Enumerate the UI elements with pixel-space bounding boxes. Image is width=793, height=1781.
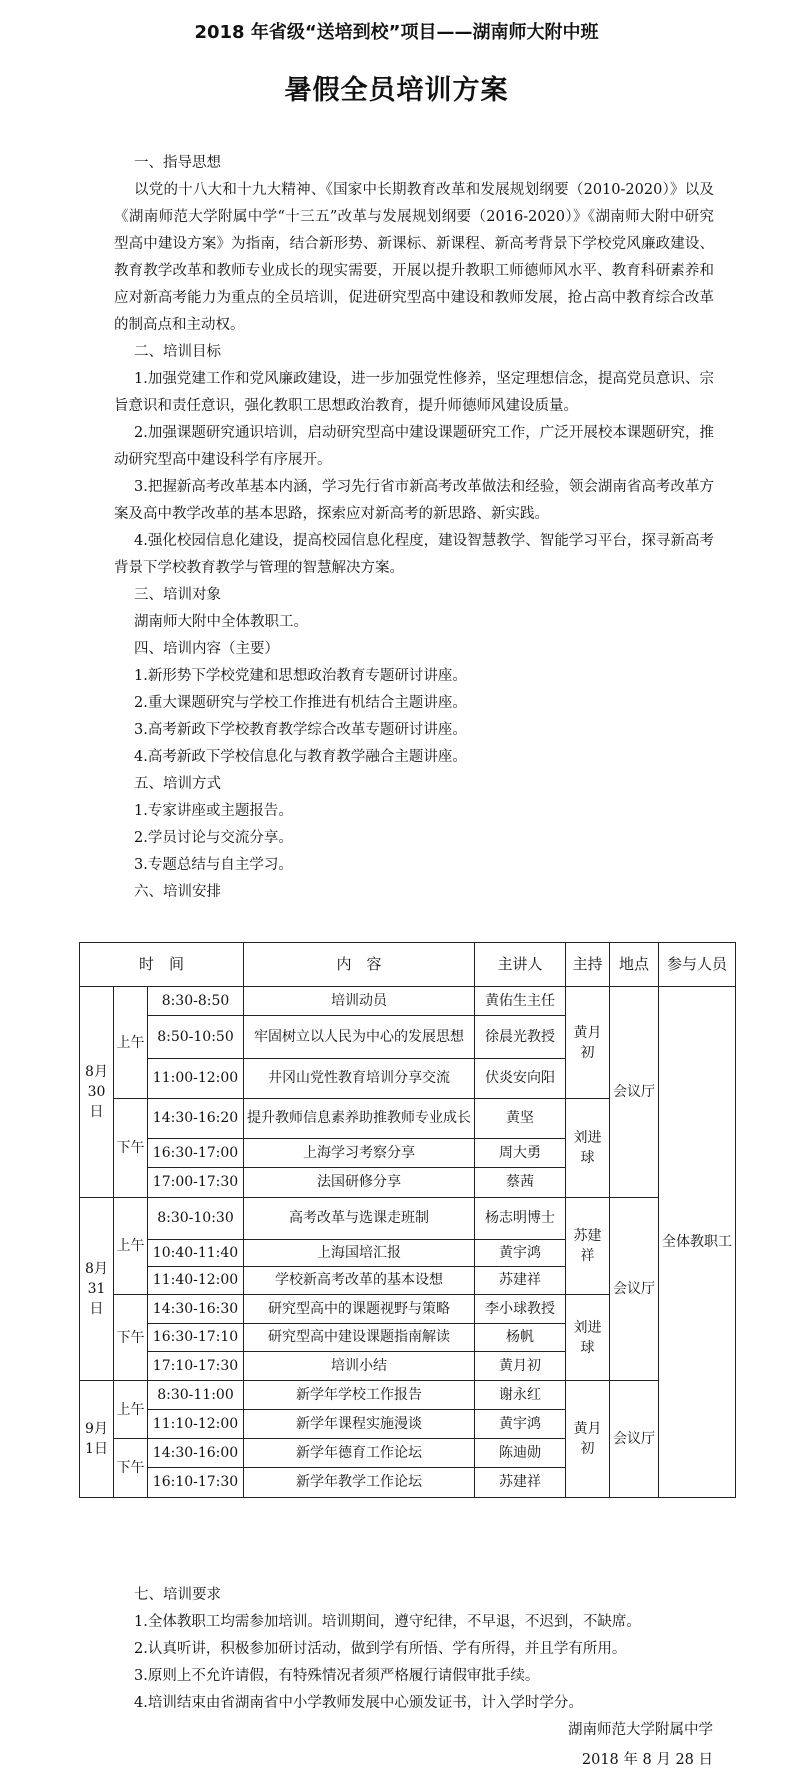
requirement-item: 2.认真听讲，积极参加研讨活动，做到学有所悟、学有所得，并且学有所用。	[134, 1641, 627, 1657]
speaker-cell: 黄佑生主任	[475, 987, 566, 1016]
requirement-item: 1.全体教职工均需参加培训。培训期间，遵守纪律，不早退，不迟到，不缺席。	[134, 1614, 641, 1630]
requirement-item: 4.培训结束由省湖南省中小学教师发展中心颁发证书，计入学时学分。	[134, 1695, 583, 1711]
signature-date: 2018 年 8 月 28 日	[581, 1752, 713, 1768]
header-host: 主持	[566, 943, 610, 987]
speaker-cell: 徐晨光教授	[475, 1016, 566, 1059]
speaker-cell: 黄宇鸿	[475, 1240, 566, 1267]
method-item: 2.学员讨论与交流分享。	[134, 830, 293, 846]
place-cell: 会议厅	[610, 1198, 659, 1381]
table-row	[80, 1381, 736, 1410]
document-title: 2018 年省级“送培到校”项目——湖南师大附中班	[194, 22, 599, 43]
host-cell: 黄月初	[566, 1381, 610, 1498]
content-item: 1.新形势下学校党建和思想政治教育专题研讨讲座。	[134, 668, 467, 684]
speaker-cell: 伏炎安向阳	[475, 1059, 566, 1099]
time-cell: 17:10-17:30	[148, 1352, 244, 1381]
time-cell: 16:30-17:00	[148, 1139, 244, 1168]
content-cell: 上海学习考察分享	[244, 1139, 475, 1168]
content-cell: 上海国培汇报	[244, 1240, 475, 1267]
content-item: 3.高考新政下学校教育教学综合改革专题研讨讲座。	[134, 722, 467, 738]
content-item: 2.重大课题研究与学校工作推进有机结合主题讲座。	[134, 695, 467, 711]
section-heading-requirements: 七、培训要求	[134, 1587, 221, 1603]
table-row	[80, 1198, 736, 1240]
pm-cell: 下午	[114, 1099, 148, 1198]
section-heading-guidance: 一、指导思想	[134, 155, 221, 171]
time-cell: 8:30-8:50	[148, 987, 244, 1016]
pm-cell: 下午	[114, 1439, 148, 1498]
day-cell: 8月31日	[80, 1198, 114, 1381]
am-cell: 上午	[114, 987, 148, 1099]
header-time: 时 间	[80, 943, 244, 987]
speaker-cell: 黄宇鸿	[475, 1410, 566, 1439]
content-cell: 新学年教学工作论坛	[244, 1468, 475, 1498]
content-cell: 新学年学校工作报告	[244, 1381, 475, 1410]
content-cell: 法国研修分享	[244, 1168, 475, 1198]
day-cell: 9月1日	[80, 1381, 114, 1498]
section-heading-schedule: 六、培训安排	[134, 884, 221, 900]
content-cell: 新学年课程实施漫谈	[244, 1410, 475, 1439]
host-cell: 苏建祥	[566, 1198, 610, 1295]
speaker-cell: 黄月初	[475, 1352, 566, 1381]
method-item: 1.专家讲座或主题报告。	[134, 803, 293, 819]
time-cell: 17:00-17:30	[148, 1168, 244, 1198]
content-cell: 培训小结	[244, 1352, 475, 1381]
host-cell: 刘进球	[566, 1099, 610, 1198]
requirements-section	[114, 1582, 714, 1717]
content-cell: 提升教师信息素养助推教师专业成长	[244, 1099, 475, 1139]
content-cell: 新学年德育工作论坛	[244, 1439, 475, 1468]
goal-item: 2.加强课题研究通识培训，启动研究型高中建设课题研究工作，广泛开展校本课题研究，推动研究型高中建设科学有序展开。	[114, 425, 714, 468]
section-heading-content: 四、培训内容（主要）	[134, 641, 279, 657]
speaker-cell: 杨志明博士	[475, 1198, 566, 1240]
speaker-cell: 蔡茜	[475, 1168, 566, 1198]
am-cell: 上午	[114, 1381, 148, 1439]
document-subtitle: 暑假全员培训方案	[284, 75, 509, 106]
pm-cell: 下午	[114, 1295, 148, 1381]
time-cell: 8:30-11:00	[148, 1381, 244, 1410]
time-cell: 16:10-17:30	[148, 1468, 244, 1498]
goal-item: 4.强化校园信息化建设，提高校园信息化程度，建设智慧教学、智能学习平台，探寻新高考背景下学校教育教学与管理的智慧解决方案。	[114, 533, 714, 576]
speaker-cell: 黄坚	[475, 1099, 566, 1139]
speaker-cell: 周大勇	[475, 1139, 566, 1168]
content-item: 4.高考新政下学校信息化与教育教学融合主题讲座。	[134, 749, 467, 765]
audience-text: 湖南师大附中全体教职工。	[134, 614, 308, 630]
host-cell: 刘进球	[566, 1295, 610, 1381]
goal-item: 3.把握新高考改革基本内涵，学习先行省市新高考改革做法和经验，领会湖南省高考改革方案及高中教学改革的基本思路，探索应对新高考的新思路、新实践。	[114, 479, 714, 522]
section-heading-goals: 二、培训目标	[134, 344, 221, 360]
content-cell: 学校新高考改革的基本设想	[244, 1267, 475, 1295]
goal-item: 1.加强党建工作和党风廉政建设，进一步加强党性修养，坚定理想信念，提高党员意识、宗旨意识和责任意识，强化教职工思想政治教育，提升师德师风建设质量。	[114, 371, 714, 414]
speaker-cell: 杨帆	[475, 1324, 566, 1352]
header-participants: 参与人员	[659, 943, 736, 987]
speaker-cell: 苏建祥	[475, 1267, 566, 1295]
speaker-cell: 谢永红	[475, 1381, 566, 1410]
section-heading-methods: 五、培训方式	[134, 776, 221, 792]
day-cell: 8月30日	[80, 987, 114, 1198]
header-speaker: 主讲人	[475, 943, 566, 987]
speaker-cell: 李小球教授	[475, 1295, 566, 1324]
time-cell: 11:00-12:00	[148, 1059, 244, 1099]
table-row	[80, 987, 736, 1016]
host-cell: 黄月初	[566, 987, 610, 1099]
time-cell: 14:30-16:30	[148, 1295, 244, 1324]
place-cell: 会议厅	[610, 987, 659, 1198]
content-cell: 研究型高中建设课题指南解读	[244, 1324, 475, 1352]
content-cell: 井冈山党性教育培训分享交流	[244, 1059, 475, 1099]
method-item: 3.专题总结与自主学习。	[134, 857, 293, 873]
time-cell: 16:30-17:10	[148, 1324, 244, 1352]
schedule-table-wrapper	[79, 942, 735, 1498]
time-cell: 8:30-10:30	[148, 1198, 244, 1240]
section-heading-audience: 三、培训对象	[134, 587, 221, 603]
content-cell: 高考改革与选课走班制	[244, 1198, 475, 1240]
time-cell: 11:40-12:00	[148, 1267, 244, 1295]
time-cell: 11:10-12:00	[148, 1410, 244, 1439]
content-cell: 牢固树立以人民为中心的发展思想	[244, 1016, 475, 1059]
header-place: 地点	[610, 943, 659, 987]
schedule-table	[79, 942, 736, 1498]
content-cell: 研究型高中的课题视野与策略	[244, 1295, 475, 1324]
header-content: 内 容	[244, 943, 475, 987]
time-cell: 10:40-11:40	[148, 1240, 244, 1267]
time-cell: 14:30-16:20	[148, 1099, 244, 1139]
content-cell: 培训动员	[244, 987, 475, 1016]
place-cell: 会议厅	[610, 1381, 659, 1498]
speaker-cell: 苏建祥	[475, 1468, 566, 1498]
speaker-cell: 陈迪勋	[475, 1439, 566, 1468]
participants-cell: 全体教职工	[659, 987, 736, 1498]
table-header-row	[80, 943, 736, 987]
guidance-paragraph: 以党的十八大和十九大精神、《国家中长期教育改革和发展规划纲要（2010-2020）》以及《湖南师范大学附属中学“十三五”改革与发展规划纲要（2016-2020）》《湖南师大附中研究型高中建设方案》为指南，结合新形势、新课标、新课程、新高考背景下学校党风廉政建设、教育教学改革和教师专业成长的现实需要，开展以提升教职工师德师风水平、教育科研素养和应对新高考能力为重点的全员培训，促进研究型高中建设和教师发展，抢占高中教育综合改革的制高点和主动权。	[114, 182, 714, 333]
time-cell: 14:30-16:00	[148, 1439, 244, 1468]
signature-org: 湖南师范大学附属中学	[568, 1722, 713, 1738]
requirement-item: 3.原则上不允许请假，有特殊情况者须严格履行请假审批手续。	[134, 1668, 540, 1684]
document-body	[114, 150, 714, 906]
am-cell: 上午	[114, 1198, 148, 1295]
time-cell: 8:50-10:50	[148, 1016, 244, 1059]
